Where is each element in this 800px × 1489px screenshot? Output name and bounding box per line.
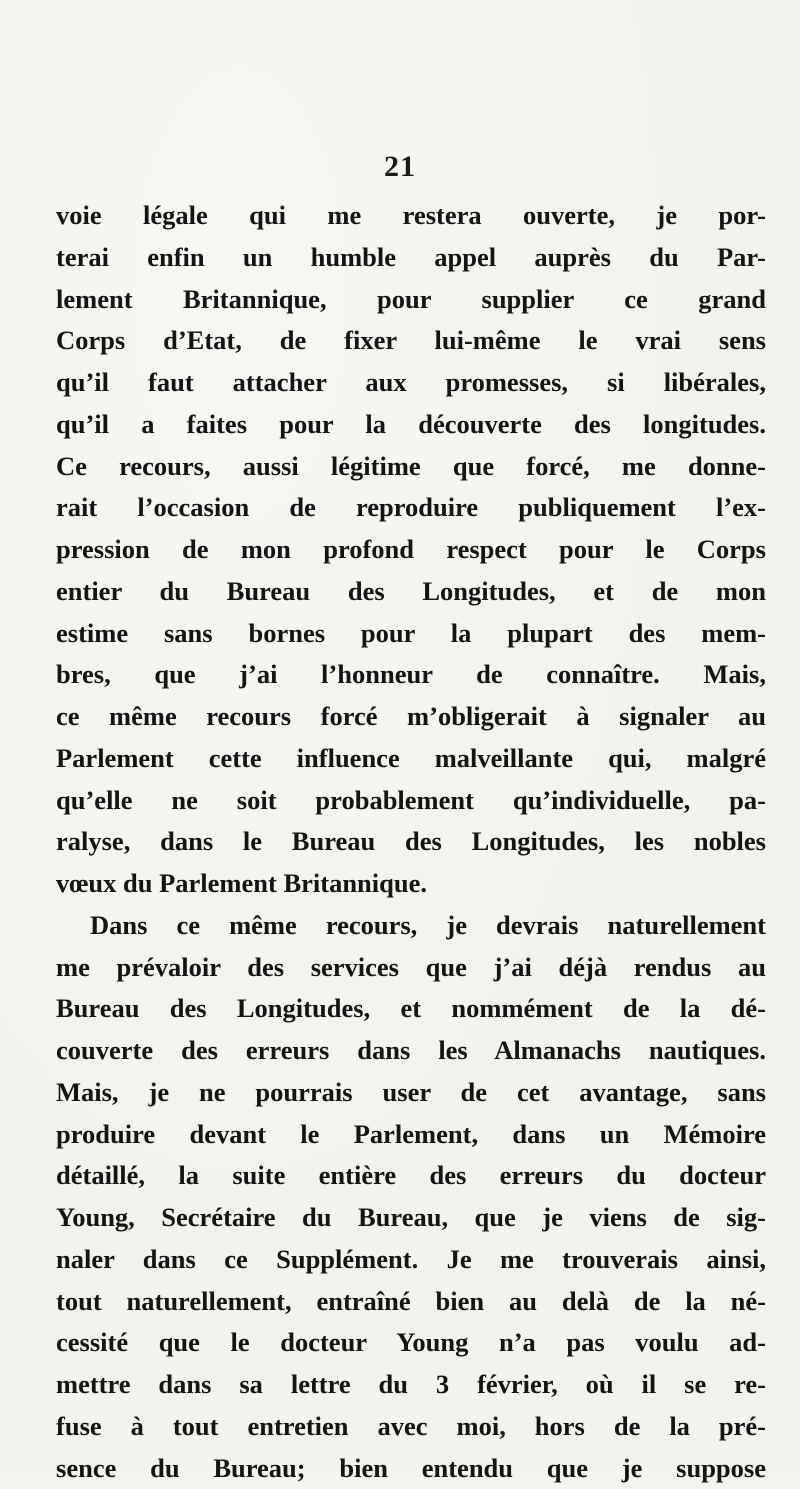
text-line: qu’il faut attacher aux promesses, si libérales, bbox=[56, 362, 766, 404]
text-line: fuse à tout entretien avec moi, hors de la pré- bbox=[56, 1406, 766, 1448]
text-line: voie légale qui me restera ouverte, je por- bbox=[56, 195, 766, 237]
text-line: Ce recours, aussi légitime que forcé, me donne- bbox=[56, 446, 766, 488]
text-line: ralyse, dans le Bureau des Longitudes, les nobles bbox=[56, 821, 766, 863]
text-line: Parlement cette influence malveillante qui, malgré bbox=[56, 738, 766, 780]
text-line: naler dans ce Supplément. Je me trouverais ainsi, bbox=[56, 1239, 766, 1281]
text-line: entier du Bureau des Longitudes, et de mon bbox=[56, 571, 766, 613]
text-line: terai enfin un humble appel auprès du Par- bbox=[56, 237, 766, 279]
text-line: mettre dans sa lettre du 3 février, où il se re- bbox=[56, 1364, 766, 1406]
text-line: ce même recours forcé m’obligerait à signaler au bbox=[56, 696, 766, 738]
text-line: tout naturellement, entraîné bien au delà de la né- bbox=[56, 1281, 766, 1323]
text-line: qu’il a faites pour la découverte des longitudes. bbox=[56, 404, 766, 446]
text-line: Mais, je ne pourrais user de cet avantage, sans bbox=[56, 1072, 766, 1114]
text-line: détaillé, la suite entière des erreurs du docteur bbox=[56, 1155, 766, 1197]
text-line: bres, que j’ai l’honneur de connaître. Mais, bbox=[56, 654, 766, 696]
text-line: qu’elle ne soit probablement qu’individuelle, pa- bbox=[56, 780, 766, 822]
text-line: me prévaloir des services que j’ai déjà rendus au bbox=[56, 947, 766, 989]
body-text bbox=[56, 195, 766, 1489]
text-line: pression de mon profond respect pour le Corps bbox=[56, 529, 766, 571]
text-line: lement Britannique, pour supplier ce grand bbox=[56, 279, 766, 321]
text-line: cessité que le docteur Young n’a pas voulu ad- bbox=[56, 1322, 766, 1364]
page-number: 21 bbox=[0, 150, 800, 184]
text-line: couverte des erreurs dans les Almanachs nautiques. bbox=[56, 1030, 766, 1072]
text-line: rait l’occasion de reproduire publiquement l’ex- bbox=[56, 487, 766, 529]
text-line: Young, Secrétaire du Bureau, que je viens de sig- bbox=[56, 1197, 766, 1239]
text-line: Bureau des Longitudes, et nommément de la dé- bbox=[56, 988, 766, 1030]
text-line: Dans ce même recours, je devrais naturellement bbox=[56, 905, 766, 947]
text-line: vœux du Parlement Britannique. bbox=[56, 863, 766, 905]
text-line: Corps d’Etat, de fixer lui-même le vrai sens bbox=[56, 320, 766, 362]
text-line: sence du Bureau; bien entendu que je suppose bbox=[56, 1448, 766, 1489]
text-line: produire devant le Parlement, dans un Mémoire bbox=[56, 1114, 766, 1156]
text-line: estime sans bornes pour la plupart des mem- bbox=[56, 613, 766, 655]
